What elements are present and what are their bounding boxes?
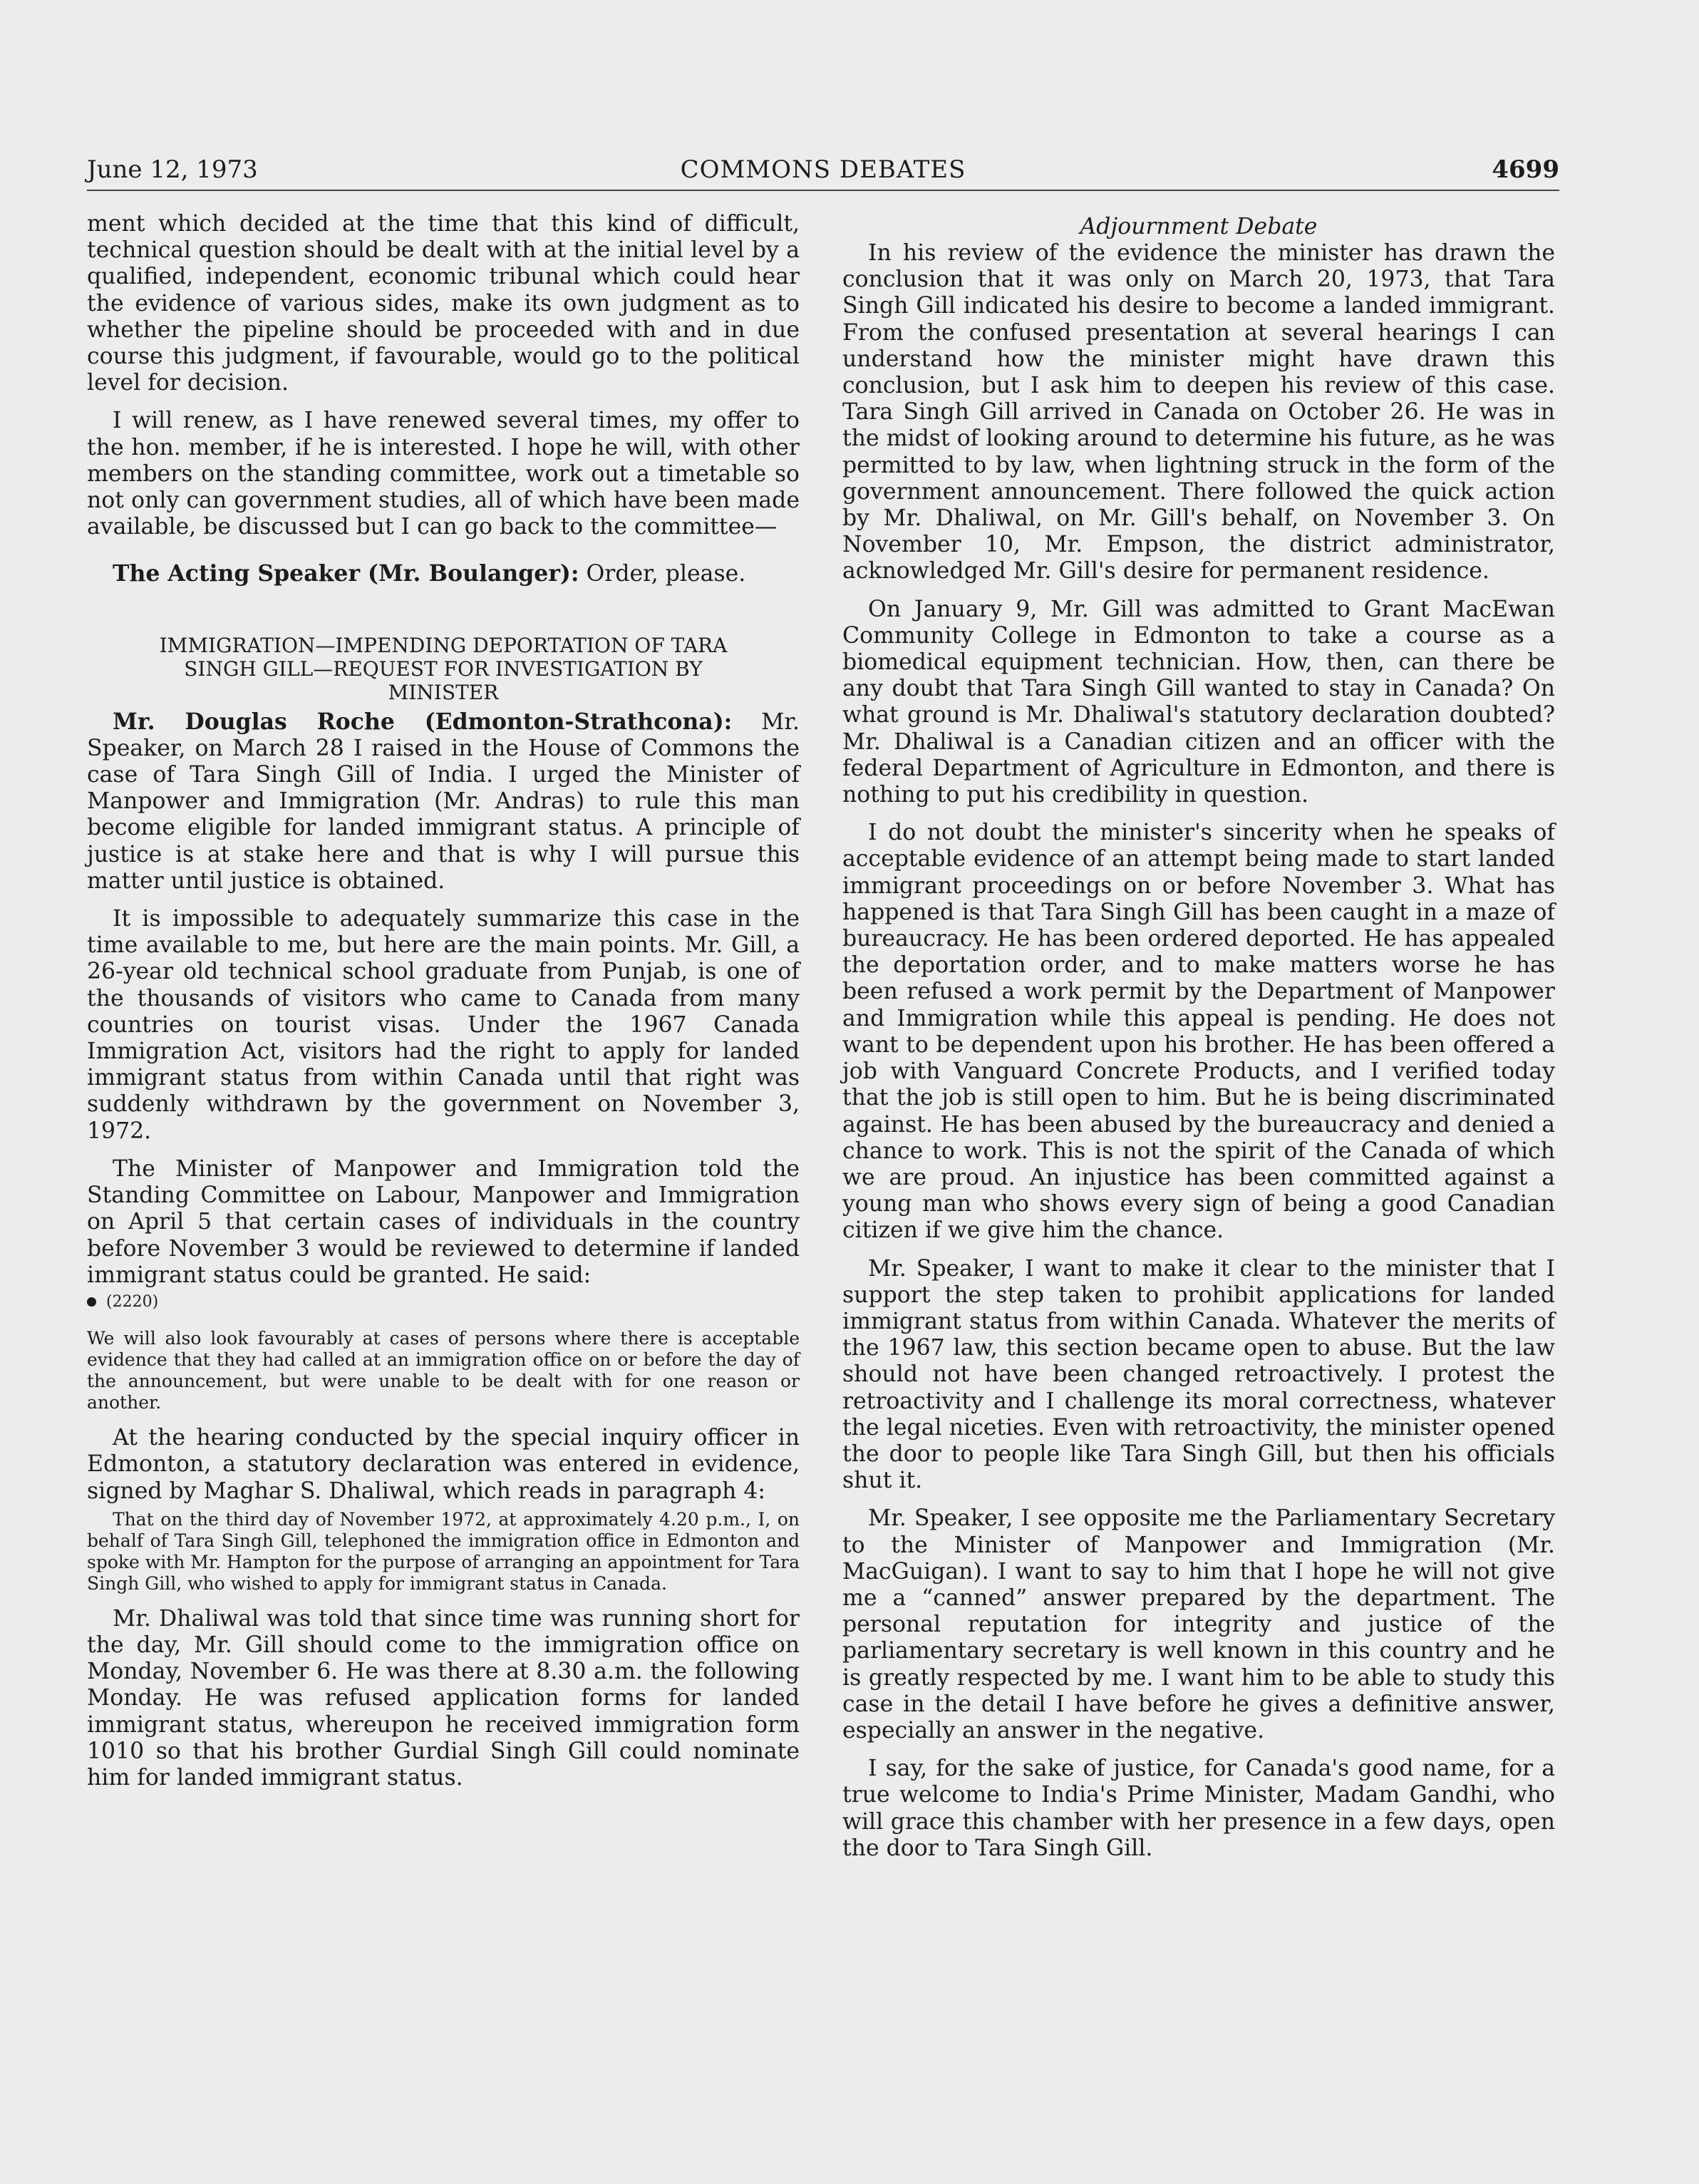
running-head: Adjournment Debate bbox=[1080, 214, 1318, 239]
header-date: June 12, 1973 bbox=[87, 155, 258, 184]
paragraph: I do not doubt the minister's sincerity when he speaks of acceptable evidence of an attempt being made to start landed immigrant proceedings on or before November 3. What has happened is that Tara Singh Gill has been caught in a maze of bureaucracy. He has been ordered deported. He has appealed the deportation order, and to make matters worse he has been refused a work permit by the Department of Manpower and Immigration while this appeal is pending. He does not want to be dependent upon his brother. He has been offered a job with Vanguard Concrete Products, and I verified today that the job is still open to him. But he is being discriminated against. He has been abused by the bureaucracy and denied a chance to work. This is not the spirit of the Canada of which we are proud. An injustice has been committed against a young man who shows every sign of being a good Canadian citizen if we give him the chance. bbox=[842, 820, 1555, 1244]
quotation: That on the third day of November 1972, at approximately 4.20 p.m., I, on behalf of Tara Singh Gill, telephoned the immigration office in Edmonton and spoke with Mr. Hampton for the purpose of arranging an appointment for Tara Singh Gill, who wished to apply for immigrant status in Canada. bbox=[87, 1508, 800, 1594]
paragraph: I say, for the sake of justice, for Canada's good name, for a true welcome to India's Prime Minister, Madam Gandhi, who will grace this chamber with her presence in a few days, open the door to Tara Singh Gill. bbox=[842, 1756, 1555, 1861]
paragraph: On January 9, Mr. Gill was admitted to Grant MacEwan Community College in Edmonton to take a course as a biomedical equipment technician. How, then, can there be any doubt that Tara Singh Gill wanted to stay in Canada? On what ground is Mr. Dhaliwal's statutory declaration doubted? Mr. Dhaliwal is a Canadian citizen and an officer with the federal Department of Agriculture in Edmonton, and there is nothing to put his credibility in question. bbox=[842, 596, 1555, 808]
speaker-paragraph bbox=[87, 560, 800, 587]
paragraph: At the hearing conducted by the special inquiry officer in Edmonton, a statutory declaration was entered in evidence, signed by Maghar S. Dhaliwal, which reads in paragraph 4: bbox=[87, 1425, 800, 1504]
publication-title: COMMONS DEBATES bbox=[680, 155, 966, 184]
speaker-name: The Acting Speaker (Mr. Boulanger): bbox=[113, 560, 579, 587]
page-number: 4699 bbox=[1492, 155, 1559, 184]
speaker-paragraph bbox=[87, 709, 800, 895]
paragraph: ment which decided at the time that this kind of difficult, technical question should be dealt with at the initial level by a qualified, independent, economic tribunal which could hear the evidence of various sides, make its own judgment as to whether the pipeline should be proceeded with and in due course this judgment, if favourable, would go to the political level for decision. bbox=[87, 211, 800, 396]
paragraph: I will renew, as I have renewed several times, my offer to the hon. member, if he is interested. I hope he will, with other members on the standing committee, work out a timetable so not only can government studies, all of which have been made available, be discussed but I can go back to the committee— bbox=[87, 408, 800, 540]
left-column bbox=[87, 211, 800, 1791]
speaker-text: Mr. Speaker, on March 28 I raised in the House of Commons the case of Tara Singh Gill of India. I urged the Minister of Manpower and Immigration (Mr. Andras) to rule this man become eligible for landed immigrant status. A principle of justice is at stake here and that is why I will pursue this matter until justice is obtained. bbox=[87, 709, 800, 894]
paragraph: The Minister of Manpower and Immigration told the Standing Committee on Labour, Manpower and Immigration on April 5 that certain cases of individuals in the country before November 3 would be reviewed to determine if landed immigrant status could be granted. He said: bbox=[87, 1155, 800, 1288]
paragraph: Mr. Speaker, I want to make it clear to the minister that I support the step taken to prohibit applications for landed immigrant status from within Canada. Whatever the merits of the 1967 law, this section became open to abuse. But the law should not have been changed retroactively. I protest the retroactivity and I challenge its moral correctness, whatever the legal niceties. Even with retroactivity, the minister opened the door to people like Tara Singh Gill, but then his officials shut it. bbox=[842, 1255, 1555, 1494]
paragraph: It is impossible to adequately summarize this case in the time available to me, but here are the main points. Mr. Gill, a 26-year old technical school graduate from Punjab, is one of the thousands of visitors who came to Canada from many countries on tourist visas. Under the 1967 Canada Immigration Act, visitors had the right to apply for landed immigrant status from within Canada until that right was suddenly withdrawn by the government on November 3, 1972. bbox=[87, 906, 800, 1144]
paragraph: In his review of the evidence the minister has drawn the conclusion that it was only on March 20, 1973, that Tara Singh Gill indicated his desire to become a landed immigrant. From the confused presentation at several hearings I can understand how the minister might have drawn this conclusion, but I ask him to deepen his review of this case. Tara Singh Gill arrived in Canada on October 26. He was in the midst of looking around to determine his future, as he was permitted to by law, when lightning struck in the form of the government announcement. There followed the quick action by Mr. Dhaliwal, on Mr. Gill's behalf, on November 3. On November 10, Mr. Empson, the district administrator, acknowledged Mr. Gill's desire for permanent residence. bbox=[842, 240, 1555, 584]
speaker-text: Order, please. bbox=[579, 561, 746, 587]
right-column bbox=[842, 214, 1555, 1862]
paragraph: Mr. Speaker, I see opposite me the Parliamentary Secretary to the Minister of Manpower and Immigration (Mr. MacGuigan). I want to say to him that I hope he will not give me a “canned” answer prepared by the department. The personal reputation for integrity and justice of the parliamentary secretary is well known in this country and he is greatly respected by me. I want him to be able to study this case in the detail I have before he gives a definitive answer, especially an answer in the negative. bbox=[842, 1505, 1555, 1743]
quotation: We will also look favourably at cases of persons where there is acceptable evidence that they had called at an immigration office on or before the day of the announcement, but were unable to be dealt with for one reason or another. bbox=[87, 1328, 800, 1413]
time-marker: (2220) bbox=[87, 1289, 800, 1315]
bullet-icon bbox=[87, 1297, 96, 1307]
paragraph: Mr. Dhaliwal was told that since time was running short for the day, Mr. Gill should come to the immigration office on Monday, November 6. He was there at 8.30 a.m. the following Monday. He was refused application forms for landed immigrant status, whereupon he received immigration form 1010 so that his brother Gurdial Singh Gill could nominate him for landed immigrant status. bbox=[87, 1605, 800, 1791]
page-header bbox=[87, 153, 1559, 191]
section-title: SINGH GILL—REQUEST FOR INVESTIGATION BY bbox=[184, 656, 703, 681]
speaker-name: Mr. Douglas Roche (Edmonton-Strathcona): bbox=[113, 708, 733, 735]
section-title: IMMIGRATION—IMPENDING DEPORTATION OF TARA bbox=[159, 633, 728, 657]
section-title: MINISTER bbox=[388, 680, 499, 704]
